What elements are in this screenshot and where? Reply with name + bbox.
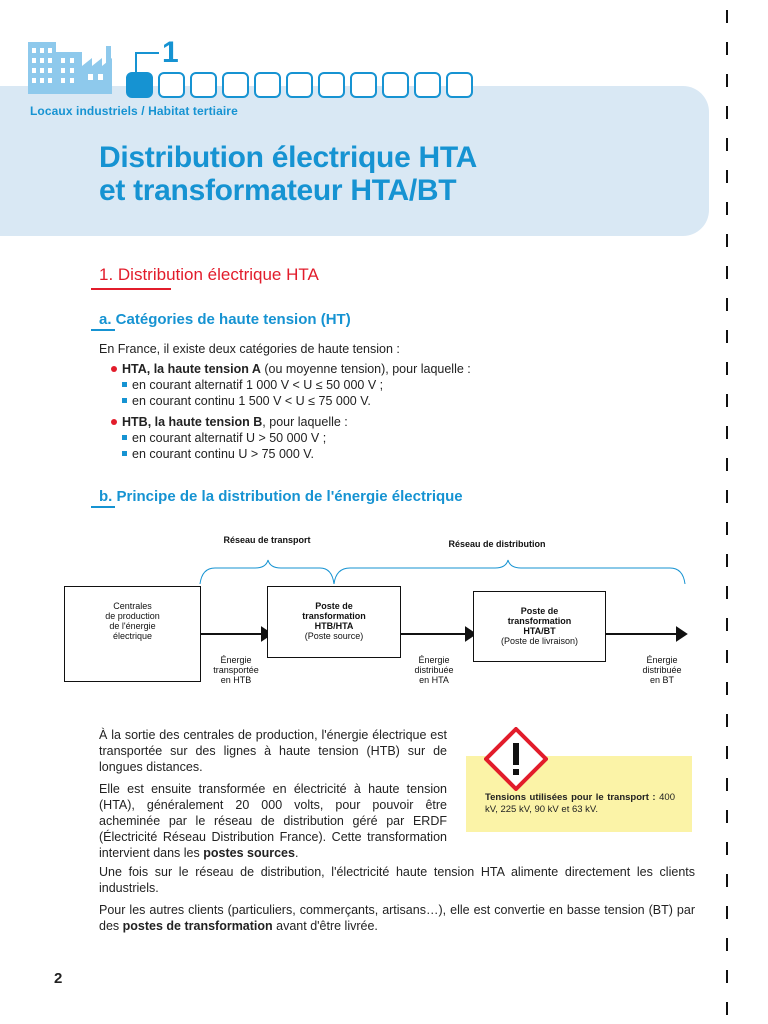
box2-line: (Poste source)	[304, 631, 364, 641]
box-poste-livraison-text	[473, 606, 606, 646]
paragraph-3: Une fois sur le réseau de distribution, l'électricité haute tension HTA alimente directement les clients industriels.	[99, 865, 695, 895]
section-label: Locaux industriels / Habitat tertiaire	[30, 104, 238, 118]
chapter-number: 1	[162, 36, 179, 69]
arrow1-label	[204, 655, 268, 685]
warning-bold: Tensions utilisées pour le transport :	[485, 792, 656, 803]
page-title-line2: et transformateur HTA/BT	[99, 174, 457, 207]
box2-line: HTB/HTA	[314, 621, 354, 631]
box3-line: (Poste de livraison)	[500, 636, 579, 646]
transport-brace	[200, 560, 334, 584]
arrow2-line: Énergie	[418, 655, 450, 665]
paragraph-1: À la sortie des centrales de production, l'énergie électrique est transportée sur des lignes à haute tension (HTB) sur de longues distances.	[99, 728, 447, 774]
p4-end: avant d'être livrée.	[272, 919, 378, 933]
hta-bold: HTA, la haute tension A	[122, 362, 261, 376]
box2-line: transformation	[302, 611, 366, 621]
htb-ac: en courant alternatif U > 50 000 V ;	[132, 431, 327, 445]
arrow1-line: en HTB	[220, 675, 252, 685]
page-number: 2	[54, 970, 63, 987]
section-heading: 1. Distribution électrique HTA	[99, 265, 319, 284]
subheading-b: b. Principe de la distribution de l'énergie électrique	[99, 488, 463, 505]
htb-bold: HTB, la haute tension B	[122, 415, 263, 429]
box3-line: transformation	[507, 616, 572, 626]
warning-text	[485, 792, 675, 816]
arrow3-line: Énergie	[646, 655, 678, 665]
page-title-line1: Distribution électrique HTA	[99, 141, 478, 174]
box3-line: Poste de	[520, 606, 559, 616]
box1-line: Centrales	[113, 601, 152, 611]
intro-text: En France, il existe deux catégories de haute tension :	[99, 342, 400, 356]
arrow1-line: Énergie	[220, 655, 252, 665]
label-distribution: Réseau de distribution	[448, 539, 546, 549]
warning-rest: 400 kV, 225 kV, 90 kV et 63 kV.	[485, 792, 675, 815]
hta-ac: en courant alternatif 1 000 V < U ≤ 50 000 V ;	[132, 378, 384, 392]
p2-text: Elle est ensuite transformée en électricité à haute tension (HTA), généralement 20 000 volts, pour pouvoir être acheminée par le réseau de distribution géré par ERDF (Électricité Réseau Distribution France). Cette transformation intervient dans les	[99, 782, 447, 860]
arrow3-line: distribuée	[642, 665, 682, 675]
arrow2-line: distribuée	[414, 665, 454, 675]
hta-dc: en courant continu 1 500 V < U ≤ 75 000 V.	[132, 394, 371, 408]
box1-line: de production	[105, 611, 160, 621]
box3-line: HTA/BT	[523, 626, 556, 636]
subheading-a: a. Catégories de haute tension (HT)	[99, 311, 351, 328]
arrow3-line: en BT	[649, 675, 674, 685]
box-production-text	[64, 601, 201, 641]
paragraph-4	[99, 902, 695, 934]
label-transport: Réseau de transport	[223, 535, 311, 545]
paragraph-2	[99, 781, 447, 861]
hta-rest: (ou moyenne tension), pour laquelle :	[260, 362, 471, 376]
box1-line: de l'énergie	[109, 621, 156, 631]
p2-bold: postes sources	[203, 846, 295, 860]
box1-line: électrique	[112, 631, 153, 641]
arrow3-label	[630, 655, 694, 685]
htb-dc: en courant continu U > 75 000 V.	[132, 447, 314, 461]
box2-line: Poste de	[315, 601, 353, 611]
p4-text: Pour les autres clients (particuliers, commerçants, artisans…), elle est convertie en basse tension (BT) par des	[99, 903, 695, 933]
arrow2-label	[402, 655, 466, 685]
distribution-brace	[334, 560, 685, 584]
p2-end: .	[294, 846, 299, 860]
warning-icon	[484, 727, 548, 791]
arrow1-line: transportée	[213, 665, 259, 675]
htb-rest: , pour laquelle :	[262, 415, 348, 429]
p4-bold: postes de transformation	[122, 919, 273, 933]
box-poste-source-text	[267, 601, 401, 641]
arrow2-line: en HTA	[419, 675, 449, 685]
